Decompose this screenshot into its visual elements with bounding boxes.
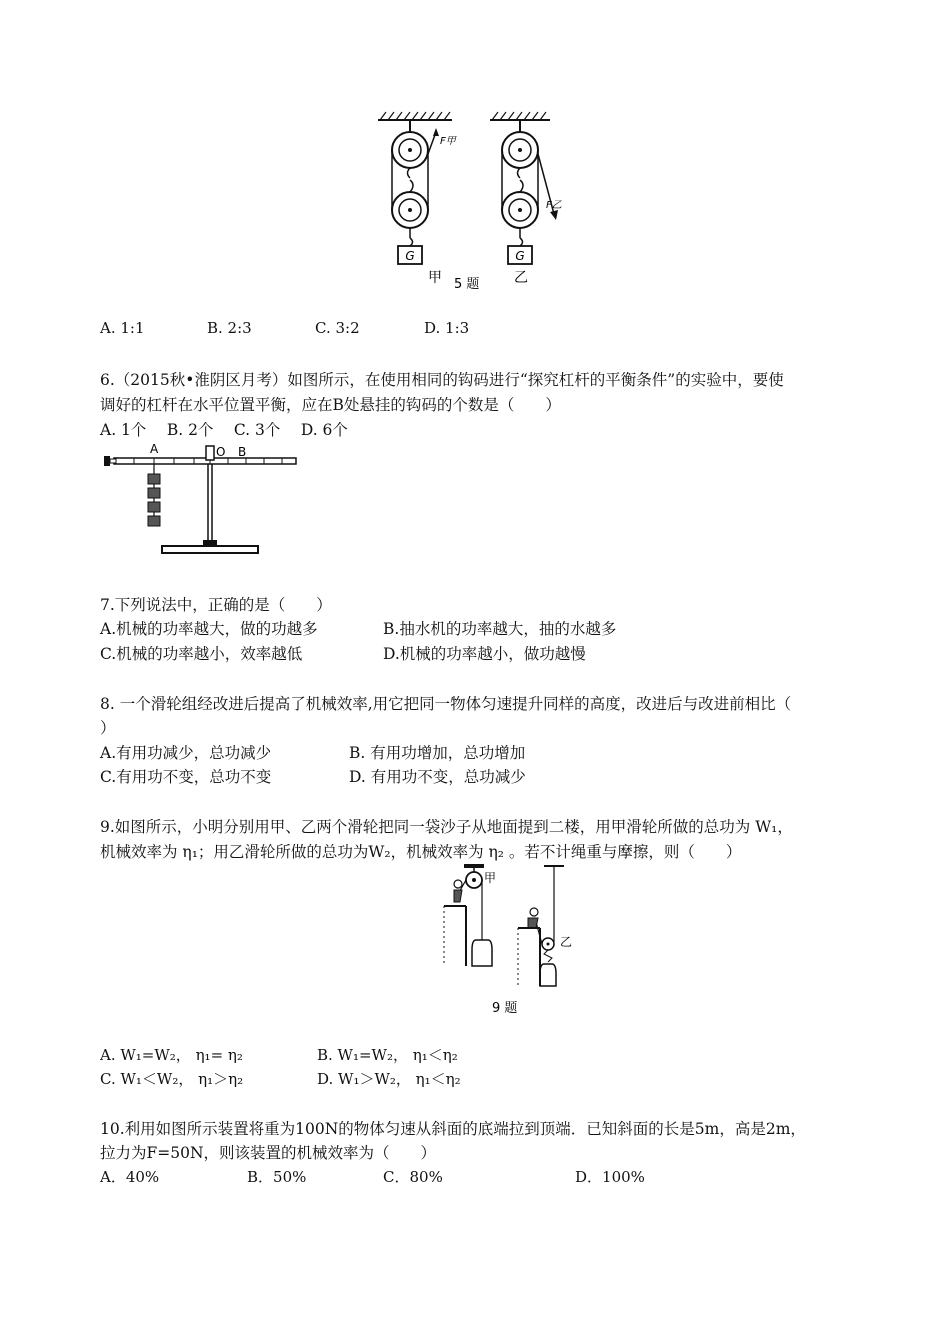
q6-label-b: B — [238, 445, 247, 459]
q5-label-jia: 甲 — [428, 270, 442, 286]
q7-option-c: C.机械的功率越小，效率越低 — [100, 645, 303, 663]
q5-option-c: C. 3:2 — [315, 319, 360, 337]
q5-weight-right: G — [515, 249, 525, 263]
q9-option-b: B. W₁=W₂， η₁＜η₂ — [317, 1046, 458, 1064]
q8-option-b: B. 有用功增加，总功增加 — [349, 744, 526, 762]
q7-option-d: D.机械的功率越小，做功越慢 — [383, 645, 586, 663]
q8-stem-line1: 8. 一个滑轮组经改进后提高了机械效率,用它把同一物体匀速提升同样的高度，改进后与改进前相比（ — [100, 695, 792, 713]
q5-option-b: B. 2:3 — [207, 319, 252, 337]
q8-stem-line2: ） — [100, 719, 116, 737]
q10-stem-line2: 拉力为F=50N，则该装置的机械效率为（ ） — [100, 1144, 437, 1162]
q6-stem-line2: 调好的杠杆在水平位置平衡，应在B处悬挂的钩码的个数是（ ） — [100, 396, 561, 414]
q6-lever-figure — [100, 440, 300, 562]
q9-pulley-figure — [440, 862, 580, 1020]
q5-pulley-figure — [370, 110, 590, 295]
q5-caption: 5 题 — [454, 277, 480, 292]
q8-option-c: C.有用功不变，总功不变 — [100, 768, 272, 786]
q7-option-a: A.机械的功率越大，做的功越多 — [100, 620, 318, 638]
q5-label-yi: 乙 — [514, 270, 528, 286]
q5-weight-left: G — [405, 249, 415, 263]
q9-caption: 9 题 — [492, 1001, 518, 1016]
q5-force-left: F甲 — [440, 136, 456, 147]
q5-option-d: D. 1:3 — [424, 319, 470, 337]
q6-label-o: O — [216, 445, 226, 459]
q5-option-a: A. 1:1 — [100, 319, 145, 337]
q9-option-a: A. W₁=W₂， η₁= η₂ — [100, 1046, 243, 1064]
q6-label-a: A — [150, 442, 159, 456]
q9-stem-line2: 机械效率为 η₁；用乙滑轮所做的总功为W₂，机械效率为 η₂ 。若不计绳重与摩擦，则（ ） — [100, 843, 742, 861]
q9-option-c: C. W₁＜W₂， η₁＞η₂ — [100, 1070, 244, 1088]
q6-options: A. 1个 B. 2个 C. 3个 D. 6个 — [100, 421, 348, 439]
q10-option-d: D．100% — [575, 1168, 645, 1186]
q7-option-b: B.抽水机的功率越大，抽的水越多 — [383, 620, 617, 638]
q10-stem-line1: 10.利用如图所示装置将重为100N的物体匀速从斜面的底端拉到顶端．已知斜面的长是5m，高是2m， — [100, 1120, 806, 1138]
q7-stem: 7.下列说法中，正确的是（ ） — [100, 596, 332, 614]
q10-option-a: A．40% — [100, 1168, 160, 1186]
q8-option-a: A.有用功减少，总功减少 — [100, 744, 272, 762]
q6-stem-line1: 6.（2015秋•淮阴区月考）如图所示，在使用相同的钩码进行“探究杠杆的平衡条件”的实验中，要使 — [100, 371, 784, 389]
q8-option-d: D. 有用功不变，总功减少 — [349, 768, 526, 786]
q5-force-right: F乙 — [546, 200, 562, 211]
q9-option-d: D. W₁＞W₂， η₁＜η₂ — [317, 1070, 461, 1088]
q9-label-yi: 乙 — [560, 935, 573, 949]
q9-stem-line1: 9.如图所示，小明分别用甲、乙两个滑轮把同一袋沙子从地面提到二楼，用甲滑轮所做的总功为 W₁， — [100, 818, 793, 836]
q10-option-b: B．50% — [247, 1168, 307, 1186]
q10-option-c: C．80% — [383, 1168, 443, 1186]
q9-label-jia: 甲 — [484, 871, 497, 885]
